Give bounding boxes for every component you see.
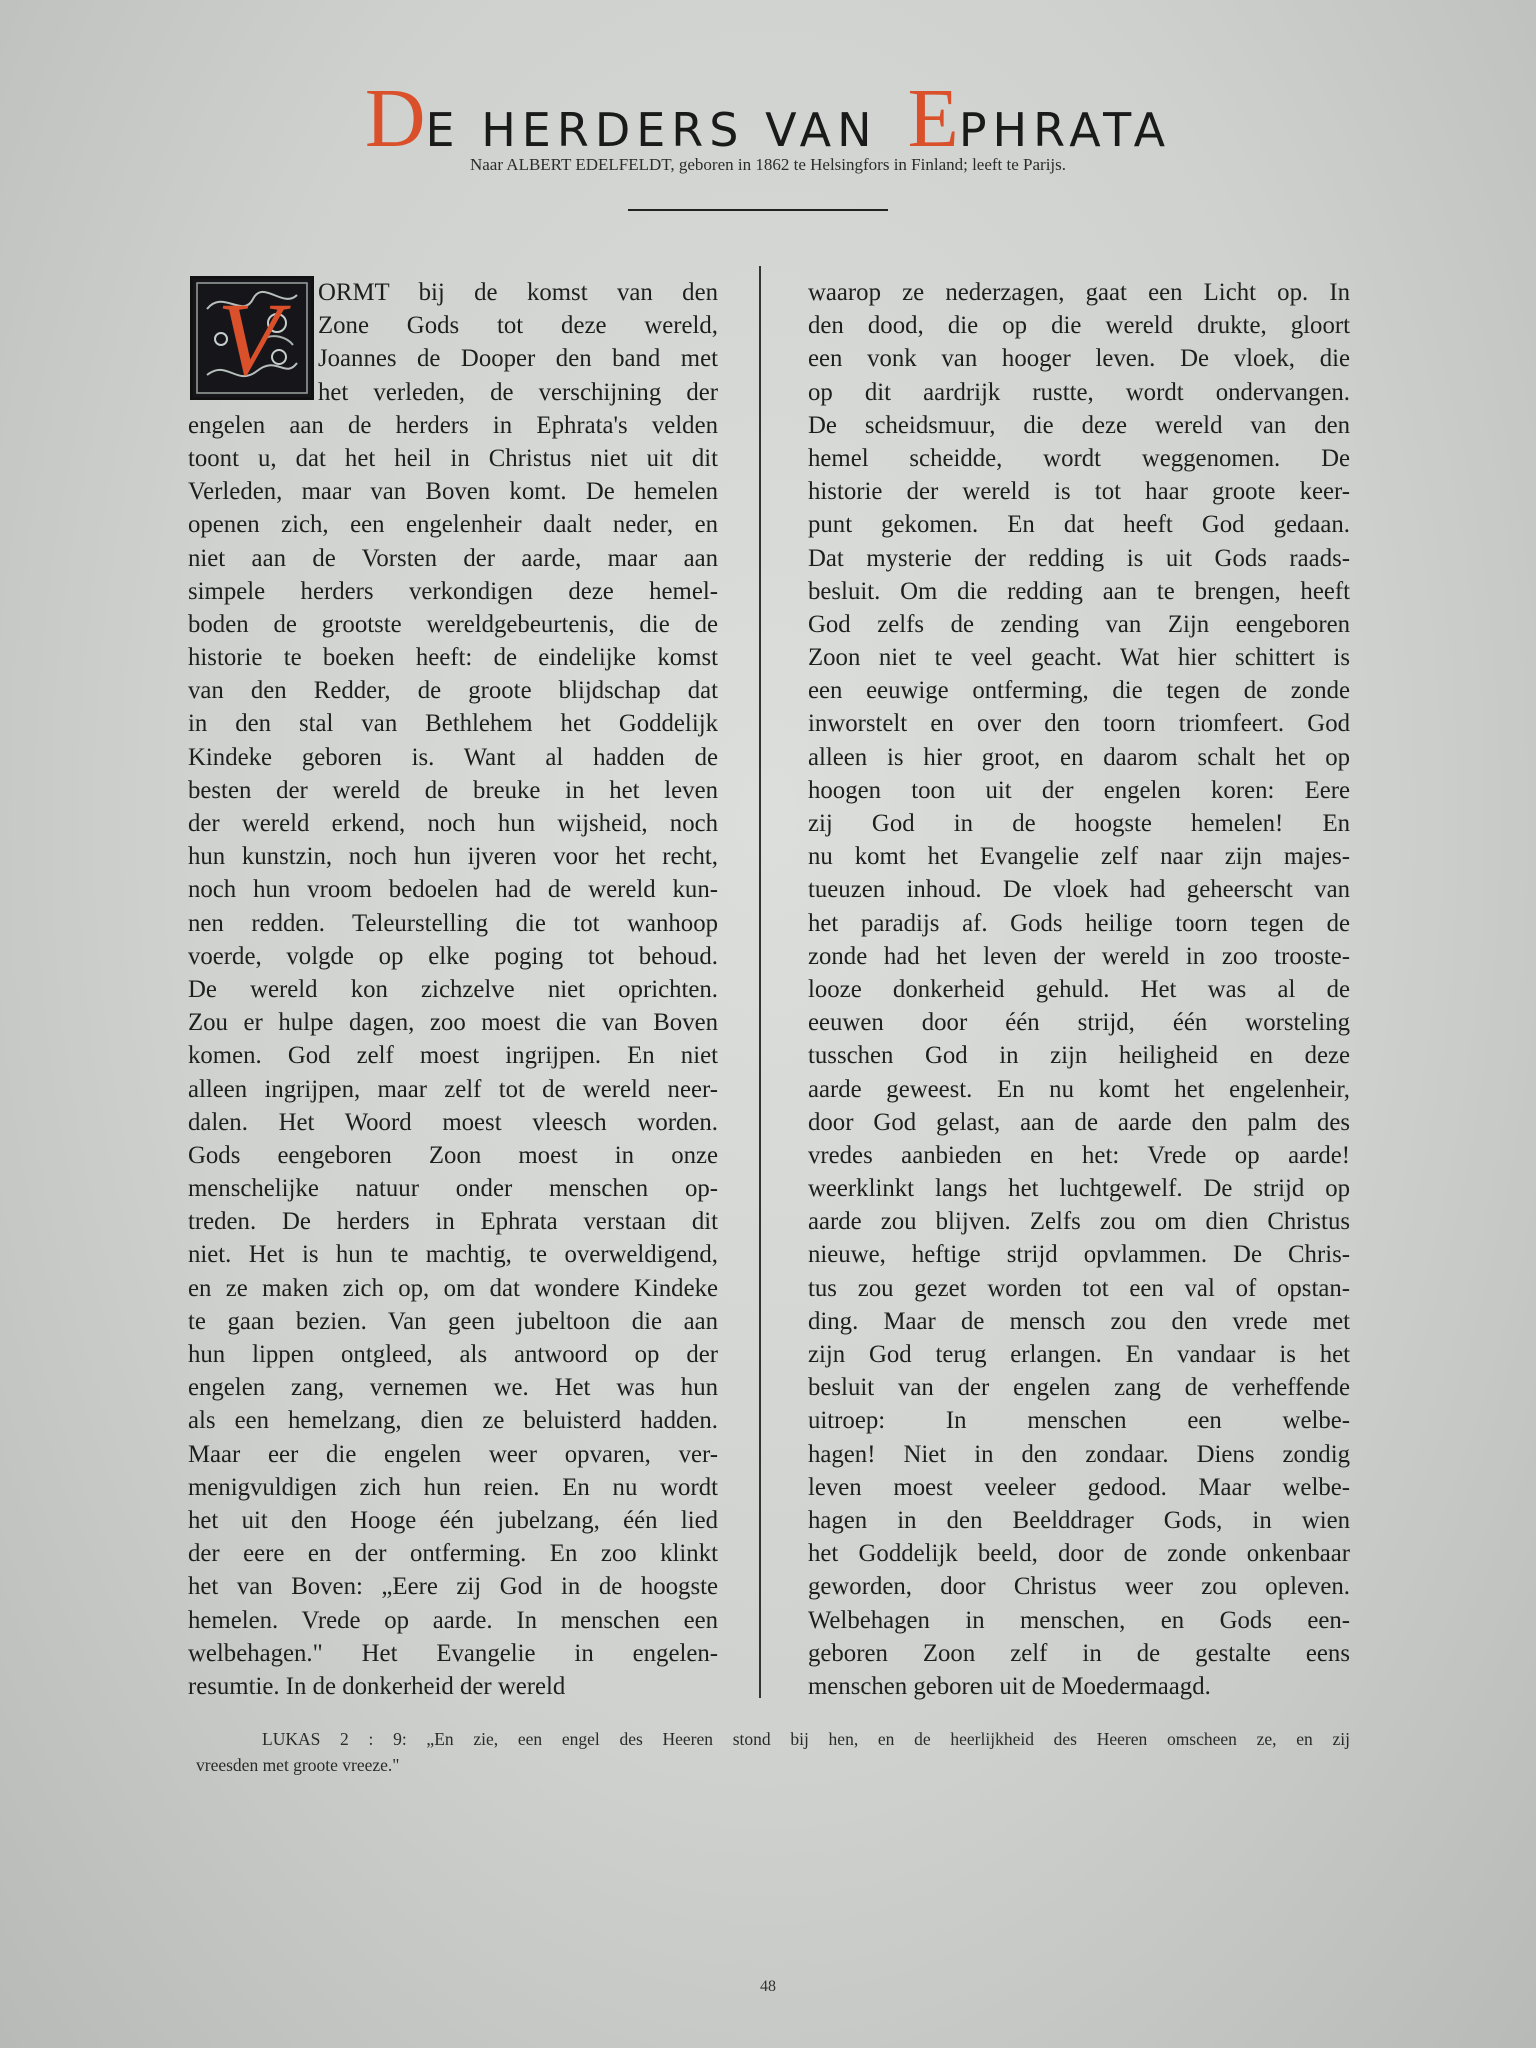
text-line: Joannes de Dooper den band met: [318, 345, 718, 373]
text-line: Dat mysterie der redding is uit Gods raads-: [808, 544, 1350, 572]
title-part-2: PHRATA: [958, 103, 1172, 157]
text-line: hun kunstzin, noch hun ijveren voor het recht,: [188, 843, 718, 871]
text-line: vredes aanbieden en het: Vrede op aarde!: [808, 1141, 1350, 1169]
text-line: ding. Maar de mensch zou den vrede met: [808, 1307, 1350, 1335]
text-line: een vonk van hooger leven. De vloek, die: [808, 345, 1350, 373]
text-line: Zou er hulpe dagen, zoo moest die van Boven: [188, 1009, 718, 1037]
text-line: Maar eer die engelen weer opvaren, ver-: [188, 1440, 718, 1468]
text-line: zijn God terug erlangen. En vandaar is het: [808, 1341, 1350, 1368]
text-line: De wereld kon zichzelve niet oprichten.: [188, 975, 718, 1003]
title-rule: [628, 209, 888, 211]
text-line: alleen ingrijpen, maar zelf tot de wereld neer-: [188, 1075, 718, 1103]
text-line: tueuzen inhoud. De vloek had geheerscht van: [808, 876, 1350, 904]
text-line: boden de grootste wereldgebeurtenis, die de: [188, 610, 718, 638]
text-line: noch hun vroom bedoelen had de wereld kun-: [188, 876, 718, 904]
column-divider: [759, 266, 761, 1698]
text-line: zij God in de hoogste hemelen! En: [808, 810, 1350, 837]
text-line: Gods eengeboren Zoon moest in onze: [188, 1141, 718, 1169]
text-line: waarop ze nederzagen, gaat een Licht op. In: [808, 279, 1350, 306]
text-line: aarde geweest. En nu komt het engelenheir,: [808, 1075, 1350, 1103]
text-line: komen. God zelf moest ingrijpen. En niet: [188, 1042, 718, 1070]
page-title: [0, 70, 1536, 167]
title-part-1: E HERDERS VAN: [425, 103, 878, 157]
page-subtitle: Naar ALBERT EDELFELDT, geboren in 1862 te Helsingfors in Finland; leeft te Parijs.: [469, 155, 1067, 174]
text-line: hemelen. Vrede op aarde. In menschen een: [188, 1606, 718, 1634]
text-line: God zelfs de zending van Zijn eengeboren: [808, 610, 1350, 638]
text-line: De scheidsmuur, die deze wereld van den: [808, 411, 1350, 439]
text-line: hun lippen ontgleed, als antwoord op der: [188, 1341, 718, 1368]
text-line: inworstelt en over den toorn triomfeert. God: [808, 710, 1350, 738]
text-line: hagen! Niet in den zondaar. Diens zondig: [808, 1440, 1350, 1468]
text-line: engelen aan de herders in Ephrata's velden: [188, 411, 718, 439]
text-line: en ze maken zich op, om dat wondere Kindeke: [188, 1274, 718, 1302]
text-line: tusschen God in zijn heiligheid en deze: [808, 1042, 1350, 1070]
text-line: geboren Zoon zelf in de gestalte eens: [808, 1639, 1350, 1667]
text-line: het uit den Hooge één jubelzang, één lied: [188, 1506, 718, 1534]
text-column-left: [188, 276, 718, 1703]
text-line: het verleden, de verschijning der: [318, 378, 718, 406]
text-line: hagen in den Beelddrager Gods, in wien: [808, 1506, 1350, 1534]
footnote-line: vreesden met groote vreeze.": [196, 1755, 400, 1775]
text-line: Zoon niet te veel geacht. Wat hier schittert is: [808, 644, 1350, 672]
text-line: Zone Gods tot deze wereld,: [318, 312, 718, 340]
text-line: het Goddelijk beeld, door de zonde onkenbaar: [808, 1540, 1350, 1568]
text-line: als een hemelzang, dien ze beluisterd hadden.: [188, 1407, 718, 1435]
text-line: Kindeke geboren is. Want al hadden de: [188, 743, 718, 771]
text-line: alleen is hier groot, en daarom schalt het op: [808, 743, 1350, 771]
text-line: Verleden, maar van Boven komt. De hemelen: [188, 478, 718, 506]
text-line: welbehagen." Het Evangelie in engelen-: [188, 1639, 718, 1667]
text-line: Welbehagen in menschen, en Gods een-: [808, 1606, 1350, 1634]
text-line: een eeuwige ontferming, die tegen de zonde: [808, 677, 1350, 705]
text-line: van den Redder, de groote blijdschap dat: [188, 677, 718, 705]
text-line: simpele herders verkondigen deze hemel-: [188, 577, 718, 605]
scripture-footnote: [196, 1726, 1350, 1778]
text-line: looze donkerheid gehuld. Het was al de: [808, 975, 1350, 1003]
text-line: nu komt het Evangelie zelf naar zijn majes-: [808, 843, 1350, 871]
text-line: op dit aardrijk rustte, wordt ondervangen.: [808, 378, 1350, 406]
text-line: niet aan de Vorsten der aarde, maar aan: [188, 544, 718, 572]
text-line: besten der wereld de breuke in het leven: [188, 776, 718, 804]
text-line: menschen geboren uit de Moedermaagd.: [808, 1672, 1211, 1700]
text-line: historie der wereld is tot haar groote keer-: [808, 478, 1350, 506]
text-line: zonde had het leven der wereld in zoo trooste-: [808, 942, 1350, 970]
text-column-right: [808, 276, 1350, 1703]
text-line: weerklinkt langs het luchtgewelf. De strijd op: [808, 1175, 1350, 1203]
text-line: resumtie. In de donkerheid der wereld: [188, 1672, 566, 1700]
title-initial-d: D: [364, 72, 426, 165]
text-line: menigvuldigen zich hun reien. En nu wordt: [188, 1473, 718, 1501]
text-line: dalen. Het Woord moest vleesch worden.: [188, 1108, 718, 1136]
text-line: door God gelast, aan de aarde den palm des: [808, 1108, 1350, 1136]
text-line: ORMT bij de komst van den: [318, 279, 718, 306]
text-line: der wereld erkend, noch hun wijsheid, noch: [188, 810, 718, 837]
page-number: 48: [760, 1978, 776, 1995]
text-line: nieuwe, heftige strijd opvlammen. De Chris-: [808, 1241, 1350, 1269]
text-line: punt gekomen. En dat heeft God gedaan.: [808, 511, 1350, 539]
text-line: het van Boven: „Eere zij God in de hoogste: [188, 1573, 718, 1601]
text-line: historie te boeken heeft: de eindelijke komst: [188, 644, 718, 672]
text-line: in den stal van Bethlehem het Goddelijk: [188, 710, 718, 738]
svg-text:V: V: [217, 282, 281, 397]
text-line: der eere en der ontferming. En zoo klinkt: [188, 1540, 718, 1568]
text-line: niet. Het is hun te machtig, te overweldigend,: [188, 1241, 718, 1269]
text-line: te gaan bezien. Van geen jubeltoon die aan: [188, 1307, 718, 1335]
text-line: hoogen toon uit der engelen koren: Eere: [808, 776, 1350, 804]
text-line: uitroep: In menschen een welbe-: [808, 1407, 1350, 1435]
text-line: besluit van der engelen zang de verheffende: [808, 1374, 1350, 1402]
text-line: aarde zou blijven. Zelfs zou om dien Christus: [808, 1208, 1350, 1236]
text-line: engelen zang, vernemen we. Het was hun: [188, 1374, 718, 1402]
text-line: den dood, die op die wereld drukte, gloort: [808, 312, 1350, 340]
text-line: geworden, door Christus weer zou opleven.: [808, 1573, 1350, 1601]
text-line: menschelijke natuur onder menschen op-: [188, 1175, 718, 1203]
title-initial-e: E: [907, 72, 959, 165]
text-line: hemel scheidde, wordt weggenomen. De: [808, 444, 1350, 472]
text-line: toont u, dat het heil in Christus niet uit dit: [188, 444, 718, 472]
text-line: eeuwen door één strijd, één worsteling: [808, 1009, 1350, 1037]
text-line: tus zou gezet worden tot een val of opstan-: [808, 1274, 1350, 1302]
text-line: treden. De herders in Ephrata verstaan dit: [188, 1208, 718, 1236]
text-line: openen zich, een engelenheir daalt neder, en: [188, 511, 718, 539]
text-line: nen redden. Teleurstelling die tot wanhoop: [188, 909, 718, 937]
text-line: leven moest veeleer gedood. Maar welbe-: [808, 1473, 1350, 1501]
footnote-line: LUKAS 2 : 9: „En zie, een engel des Heeren stond bij hen, en de heerlijkheid des Heeren omscheen ze, en zij: [262, 1729, 1350, 1749]
text-line: het paradijs af. Gods heilige toorn tegen de: [808, 909, 1350, 937]
text-line: voerde, volgde op elke poging tot behoud.: [188, 942, 718, 970]
text-line: besluit. Om die redding aan te brengen, heeft: [808, 577, 1350, 605]
